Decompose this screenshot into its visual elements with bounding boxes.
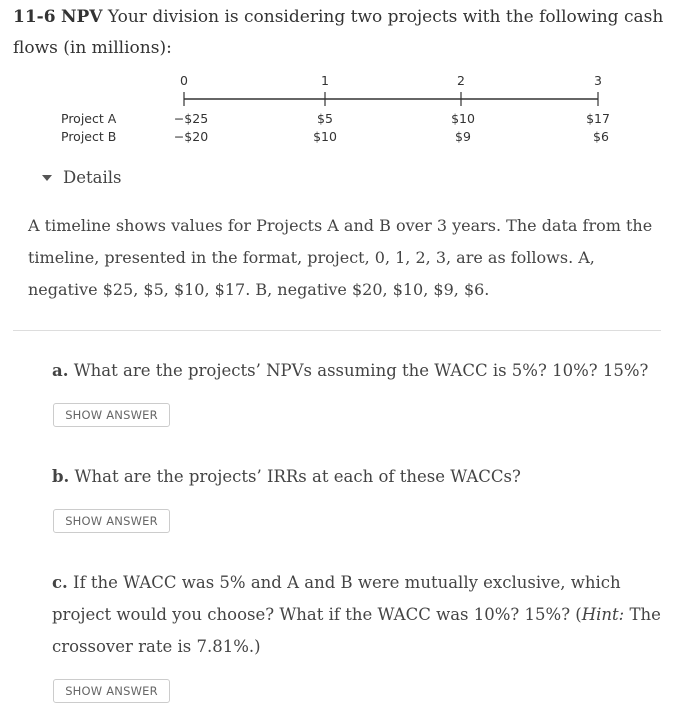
project-b-flow-3: $6 [593,129,609,144]
question-c-hint-text: The crossover rate is 7.81%.) [52,605,661,656]
show-answer-a-button[interactable]: SHOW ANSWER [53,403,170,427]
project-b-flow-2: $9 [455,129,471,144]
details-toggle[interactable] [42,168,121,187]
question-a-text: What are the projects’ NPVs assuming the WACC is 5%? 10%? 15%? [73,361,649,380]
period-1-label: 1 [321,73,329,88]
show-answer-b-button[interactable]: SHOW ANSWER [53,509,170,533]
show-answer-c-button[interactable]: SHOW ANSWER [53,679,170,703]
question-a-letter: a. [52,361,69,380]
period-0-label: 0 [180,73,188,88]
period-3-label: 3 [594,73,602,88]
project-b-flow-0: −$20 [173,129,209,144]
question-b-letter: b. [52,467,70,486]
project-a-flow-0: −$25 [173,111,209,126]
question-b-text: What are the projects’ IRRs at each of these WACCs? [74,467,521,486]
project-b-label: Project B [61,129,117,144]
cash-flow-timeline [0,0,698,160]
question-c-letter: c. [52,573,68,592]
project-a-flow-2: $10 [451,111,475,126]
project-b-flow-1: $10 [313,129,337,144]
project-a-flow-3: $17 [586,111,610,126]
problem-topic: NPV [60,7,103,27]
question-c-hint-label: Hint: [581,605,625,624]
section-divider [13,330,661,331]
caret-down-icon [42,175,52,181]
details-toggle-label: Details [63,168,122,187]
problem-intro: Your division is considering two projects with the following cash flows (in millions): [13,7,664,58]
project-a-label: Project A [61,111,117,126]
problem-number: 11-6 [13,7,56,27]
details-description: A timeline shows values for Projects A and B over 3 years. The data from the timeline, presented in the format, project, 0, 1, 2, 3, are as follows. A, negative $25, $5, $10, $17. B, negative $20, $10, $9, $6. [28,216,653,299]
question-c-text: If the WACC was 5% and A and B were mutually exclusive, which project would you choose? What if the WACC was 10%? 15%? ( [52,573,621,624]
period-2-label: 2 [457,73,465,88]
project-a-flow-1: $5 [317,111,333,126]
question-c [52,567,667,663]
question-b [52,461,667,493]
question-a [52,355,667,387]
